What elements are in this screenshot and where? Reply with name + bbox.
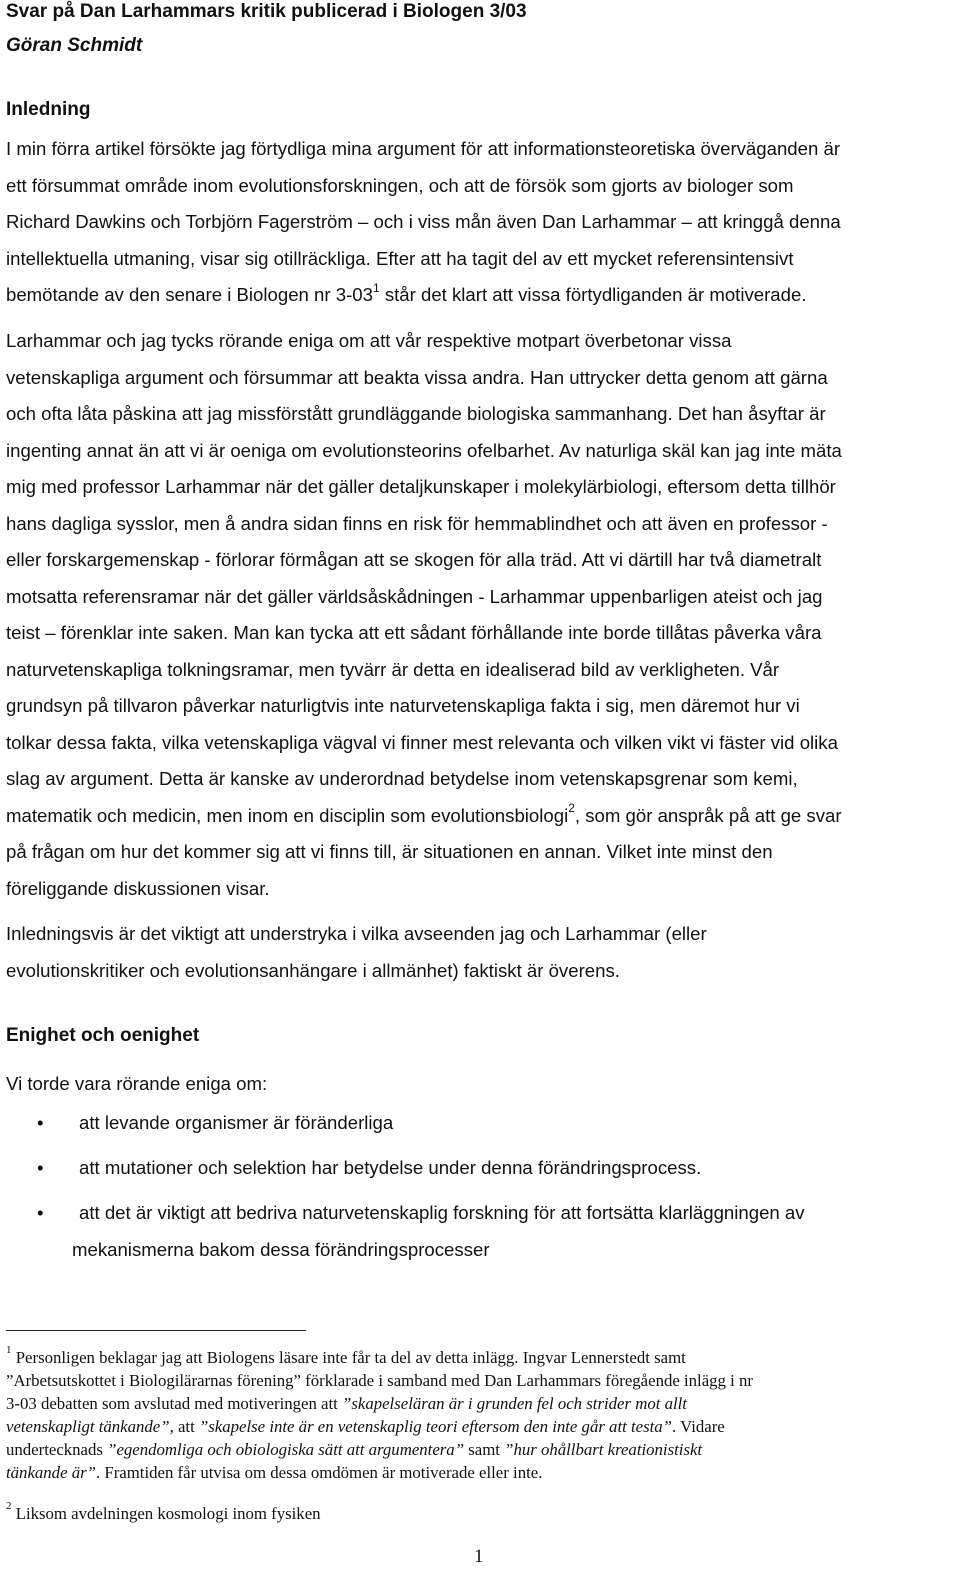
text-line: och ofta låta påskina att jag missförstått grundläggande biologiska sammanhang. Det han åsyftar är [6,403,826,424]
paragraph-inledningsvis [6,916,946,989]
text-line: evolutionskritiker och evolutionsanhängare i allmänhet) faktiskt är överens. [6,959,620,981]
text-line: mig med professor Larhammar när det gäller detaljkunskaper i molekylärbiologi, eftersom detta tillhör [6,476,836,497]
section-heading-inledning: Inledning [6,99,91,120]
quote-italic: ”egendomliga och obiologiska sätt att argumentera” [107,1440,465,1459]
text-segment: Personligen beklagar jag att Biologens läsare inte får ta del av detta inlägg. Ingvar Lennerstedt samt [15,1348,686,1367]
list-intro: Vi torde vara rörande eniga om: [6,1073,268,1094]
text-line: slag av argument. Detta är kanske av underordnad betydelse inom vetenskapsgrenar som kemi, [6,768,798,789]
footnote-number: 2 [6,1500,12,1513]
text-line: intellektuella utmaning, visar sig otillräckliga. Efter att ha tagit del av ett mycket referensintensivt [6,247,794,269]
text-segment: . Framtiden får utvisa om dessa omdömen är motiverade eller inte. [95,1463,543,1482]
footnote-2 [6,1502,321,1525]
paragraph-main [6,323,946,907]
text-line: I min förra artikel försökte jag förtydliga mina argument för att informationsteoretiska överväganden är [6,138,841,159]
quote-italic: ”hur ohållbart kreationistiskt [504,1440,703,1459]
author-name: Göran Schmidt [6,35,143,56]
quote-italic: ”skapelseläran är i grunden fel och strider mot allt [342,1394,687,1413]
text-line: hans dagliga sysslor, men å andra sidan finns en risk för hemmablindhet och att även en professor - [6,512,828,534]
text-segment: samt [464,1440,505,1459]
footnote-ref-1: 1 [372,280,380,295]
footnote-1 [6,1346,946,1484]
text-line: Richard Dawkins och Torbjörn Fagerström – och i viss mån även Dan Larhammar – att kringgå denna [6,211,841,232]
text-line: teist – förenklar inte saken. Man kan tycka att ett sådant förhållande inte borde tillåtas påverka våra [6,622,822,643]
text-line: grundsyn på tillvaron påverkar naturligtvis inte naturvetenskapliga fakta i sig, men däremot hur vi [6,695,800,716]
text-line: vetenskapliga argument och försummar att beakta vissa andra. Han uttrycker detta genom att gärna [6,366,828,388]
text-line: eller forskargemenskap - förlorar förmågan att se skogen för alla träd. Att vi därtill har två diametralt [6,549,822,570]
text-segment: matematik och medicin, men inom en disciplin som evolutionsbiologi [6,804,569,826]
footnote-ref-2: 2 [568,801,575,816]
text-segment: , som gör anspråk på att ge svar [574,804,842,826]
text-line [6,277,946,314]
text-segment: 3-03 debatten som avslutad med motiveringen att [6,1394,343,1413]
text-segment: . Vidare [672,1417,725,1436]
list-item-text: att mutationer och selektion har betydelse under denna förändringsprocess. [79,1157,702,1178]
quote-italic: ”skapelse inte är en vetenskaplig teori eftersom den inte går att testa” [198,1417,672,1436]
text-segment: undertecknads [6,1440,108,1459]
text-line: på frågan om hur det kommer sig att vi finns till, är situationen en annan. Vilket inte minst den [6,841,773,862]
text-segment: står det klart att vissa förtydliganden är motiverade. [384,284,807,305]
list-item-continuation: mekanismerna bakom dessa förändringsprocesser [72,1239,490,1260]
footnote-line: ”Arbetsutskottet i Biologilärarnas förening” förklarade i samband med Dan Larhammars föregående inlägg i nr [6,1371,753,1390]
text-line: ingenting annat än att vi är oeniga om evolutionsteorins ofelbarhet. Av naturliga skäl kan jag inte mäta [6,439,842,461]
bullet-icon: • [37,1112,44,1133]
text-segment: Liksom avdelningen kosmologi inom fysiken [15,1504,321,1523]
text-segment: , att [169,1417,199,1436]
text-line: ett försummat område inom evolutionsforskningen, och att de försök som gjorts av biologer som [6,174,794,196]
footnote-line [6,1346,946,1369]
footnote-line [6,1392,946,1415]
bullet-icon: • [37,1157,44,1178]
footnote-number: 1 [6,1344,12,1357]
footnote-line [6,1415,946,1438]
footnote-line [6,1461,946,1484]
footnote-line [6,1438,946,1461]
text-line: tolkar dessa fakta, vilka vetenskapliga vägval vi finner mest relevanta och vilken vikt vi fäster vid olika [6,731,838,753]
text-line: motsatta referensramar när det gäller världsåskådningen - Larhammar uppenbarligen ateist och jag [6,585,823,607]
text-line: naturvetenskapliga tolkningsramar, men tyvärr är detta en idealiserad bild av verkligheten. Vår [6,658,780,680]
text-line: Inledningsvis är det viktigt att understryka i vilka avseenden jag och Larhammar (eller [6,923,707,944]
quote-italic: tänkande är” [6,1463,96,1482]
text-line [6,798,946,835]
paragraph-intro [6,131,946,314]
document-title: Svar på Dan Larhammars kritik publicerad i Biologen 3/03 [6,1,527,22]
list-item-text: att det är viktigt att bedriva naturvetenskaplig forskning för att fortsätta klarläggningen av [79,1202,805,1223]
footnote-separator [6,1330,306,1331]
page-number: 1 [474,1546,484,1567]
section-heading-enighet: Enighet och oenighet [6,1025,200,1046]
bullet-icon: • [37,1202,44,1223]
quote-italic: vetenskapligt tänkande” [6,1417,170,1436]
list-item-text: att levande organismer är föränderliga [79,1112,394,1133]
text-segment: bemötande av den senare i Biologen nr 3-03 [6,284,373,305]
text-line: Larhammar och jag tycks rörande eniga om att vår respektive motpart överbetonar vissa [6,330,732,351]
text-line: föreliggande diskussionen visar. [6,877,270,899]
